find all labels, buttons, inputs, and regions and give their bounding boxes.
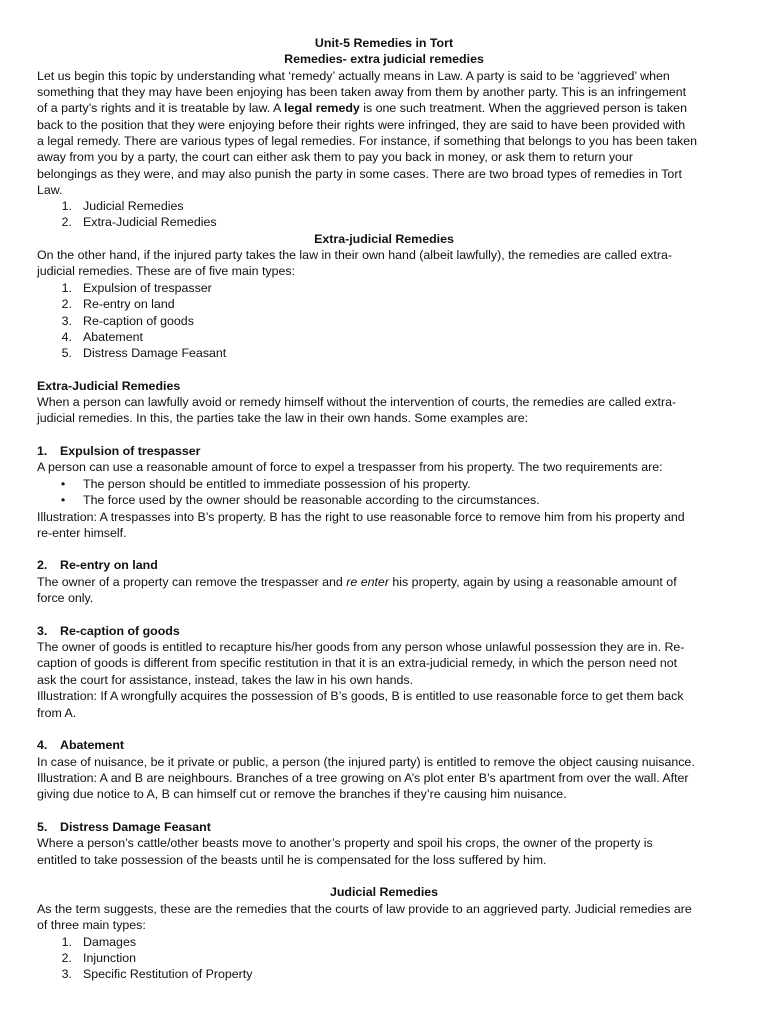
paragraph-line: from A. bbox=[37, 706, 77, 720]
section-heading: Extra-judicial Remedies bbox=[314, 232, 454, 246]
subsection-heading: Re-entry on land bbox=[60, 558, 158, 572]
paragraph-line: Where a person’s cattle/other beasts move to another’s property and spoil his crops, the owner of the property is bbox=[37, 836, 653, 850]
intro-line: away from you by a party, the court can either ask them to pay you back in money, or ask them to return your bbox=[37, 150, 633, 164]
document-page: Unit-5 Remedies in Tort Remedies- extra judicial remedies Let us begin this topic by understanding what ‘remedy’ actually means in Law. A party is said to be ‘aggrieved’ when something that they may have been enjoying has been taken away from them by another party. This is an infringement of a party’s rights and it is treatable by law. A legal remedy is one such treatment. When the aggrieved person is taken back to the position that they were enjoying before their rights were infringed, they are said to have been provided with a legal remedy. There are various types of legal remedies. For instance, if something that belongs to you has been taken away from you by a party, the court can either ask them to pay you back in money, or ask them to return your belongings as they were, and may also punish the party in some cases. There are two broad types of remedies in Tort Law. 1. Judicial Remedies 2. Extra-Judicial Remedies Extra-judicial Remedies On the other hand, if the injured party takes the law in their own hand (albeit lawfully), the remedies are called extra- judicial remedies. These are of five main types: 1. Expulsion of trespasser 2. Re-entry on land 3. Re-caption of goods 4. Abatement 5. Distress Damage Feasant Extra-Judicial Remedies When a person can lawfully avoid or remedy himself without the intervention of courts, the remedies are called extra- judicial remedies. In this, the parties take the law in their own hands. Some examples are: 1. Expulsion of trespasser A person can use a reasonable amount of force to expel a trespasser from his property. The two requirements are: • The person should be entitled to immediate possession of his property. • The force used by the owner should be reasonable according to the circumstances. Illustration: A trespasses into B’s property. B has the right to use reasonable force to remove him from his property and re-enter himself. 2. Re-entry on land The owner of a property can remove the trespasser and re enter his property, again by using a reasonable amount of force only. 3. Re-caption of goods The owner of goods is entitled to recapture his/her goods from any person whose unlawful possession they are in. Re- caption of goods is different from specific restitution in that it is an extra-judicial remedy, in which the person need not ask the court for assistance, instead, takes the law in his own hands. Illustration: If A wrongfully acquires the possession of B’s goods, B is entitled to use reasonable force to get them back from A. 4. Abatement In case of nuisance, be it private or public, a person (the injured party) is entitled to remove the object causing nuisance. Illustration: A and B are neighbours. Branches of a tree growing on A’s plot enter B’s apartment from over the wall. After giving due notice to A, B can himself cut or remove the branches if they’re causing him nuisance. 5. Distress Damage Feasant Where a person’s cattle/other beasts move to another’s property and spoil his crops, the owner of the property is entitled to take possession of the beasts until he is compensated for the loss suffered by him. Judicial Remedies As the term suggests, these are the remedies that the courts of law provide to an aggrieved party. Judicial remedies are of three main types: 1. Damages 2. Injunction 3. Specific Restitution of Property bbox=[0, 0, 768, 1024]
bullet-icon: • bbox=[60, 493, 66, 507]
subsection-heading: Expulsion of trespasser bbox=[60, 444, 201, 458]
paragraph-line: re-enter himself. bbox=[37, 526, 127, 540]
paragraph-line: When a person can lawfully avoid or remedy himself without the intervention of courts, the remedies are called extra- bbox=[37, 395, 677, 409]
paragraph-line: ask the court for assistance, instead, takes the law in his own hands. bbox=[37, 673, 414, 687]
intro-line: belongings as they were, and may also punish the party in some cases. There are two broad types of remedies in Tort bbox=[37, 167, 682, 181]
emphasis-text: re enter bbox=[346, 575, 389, 589]
doc-title: Unit-5 Remedies in Tort bbox=[314, 36, 454, 50]
paragraph-line: entitled to take possession of the beasts until he is compensated for the loss suffered by him. bbox=[37, 853, 547, 867]
paragraph-line: A person can use a reasonable amount of force to expel a trespasser from his property. The two requirements are: bbox=[37, 460, 663, 474]
paragraph-line: On the other hand, if the injured party takes the law in their own hand (albeit lawfully), the remedies are called extra- bbox=[37, 248, 673, 262]
paragraph-line: Illustration: If A wrongfully acquires the possession of B’s goods, B is entitled to use reasonable force to get them back bbox=[37, 689, 684, 703]
paragraph-line: The owner of a property can remove the trespasser and re enter his property, again by using a reasonable amount of bbox=[37, 575, 677, 589]
paragraph-line: As the term suggests, these are the remedies that the courts of law provide to an aggrieved party. Judicial remedies are bbox=[37, 902, 692, 916]
paragraph-line: giving due notice to A, B can himself cut or remove the branches if they’re causing him nuisance. bbox=[37, 787, 567, 801]
paragraph-line: of three main types: bbox=[37, 918, 146, 932]
doc-subtitle: Remedies- extra judicial remedies bbox=[284, 52, 484, 66]
subsection-heading: Re-caption of goods bbox=[60, 624, 180, 638]
subsection-heading: Abatement bbox=[60, 738, 125, 752]
intro-line: something that they may have been enjoying has been taken away from them by another party. This is an infringement bbox=[37, 85, 687, 99]
section-heading: Judicial Remedies bbox=[329, 885, 439, 899]
paragraph-line: judicial remedies. These are of five main types: bbox=[37, 264, 296, 278]
paragraph-line: The owner of goods is entitled to recapture his/her goods from any person whose unlawful possession they are in. Re- bbox=[37, 640, 685, 654]
intro-line: Let us begin this topic by understanding what ‘remedy’ actually means in Law. A party is said to be ‘aggrieved’ when bbox=[37, 69, 670, 83]
paragraph-line: judicial remedies. In this, the parties take the law in their own hands. Some examples are: bbox=[37, 411, 529, 425]
intro-line: of a party’s rights and it is treatable by law. A legal remedy is one such treatment. When the aggrieved person is taken bbox=[37, 101, 687, 115]
paragraph-line: In case of nuisance, be it private or public, a person (the injured party) is entitled to remove the object causing nuisance. bbox=[37, 755, 695, 769]
intro-line: a legal remedy. There are various types of legal remedies. For instance, if something that belongs to you has been taken bbox=[37, 134, 698, 148]
paragraph-line: Illustration: A trespasses into B’s property. B has the right to use reasonable force to remove him from his property and bbox=[37, 510, 685, 524]
section-heading: Extra-Judicial Remedies bbox=[37, 379, 181, 393]
subsection-heading: Distress Damage Feasant bbox=[60, 820, 211, 834]
intro-line: Law. bbox=[37, 183, 63, 197]
intro-line: back to the position that they were enjoying before their rights were infringed, they are said to have been provided with bbox=[37, 118, 686, 132]
paragraph-line: force only. bbox=[37, 591, 94, 605]
legal-remedy-term: legal remedy bbox=[284, 101, 360, 115]
paragraph-line: caption of goods is different from specific restitution in that it is an extra-judicial remedy, in which the person need not bbox=[37, 656, 678, 670]
bullet-icon: • bbox=[60, 477, 66, 491]
paragraph-line: Illustration: A and B are neighbours. Branches of a tree growing on A’s plot enter B’s apartment from over the wall. After bbox=[37, 771, 689, 785]
